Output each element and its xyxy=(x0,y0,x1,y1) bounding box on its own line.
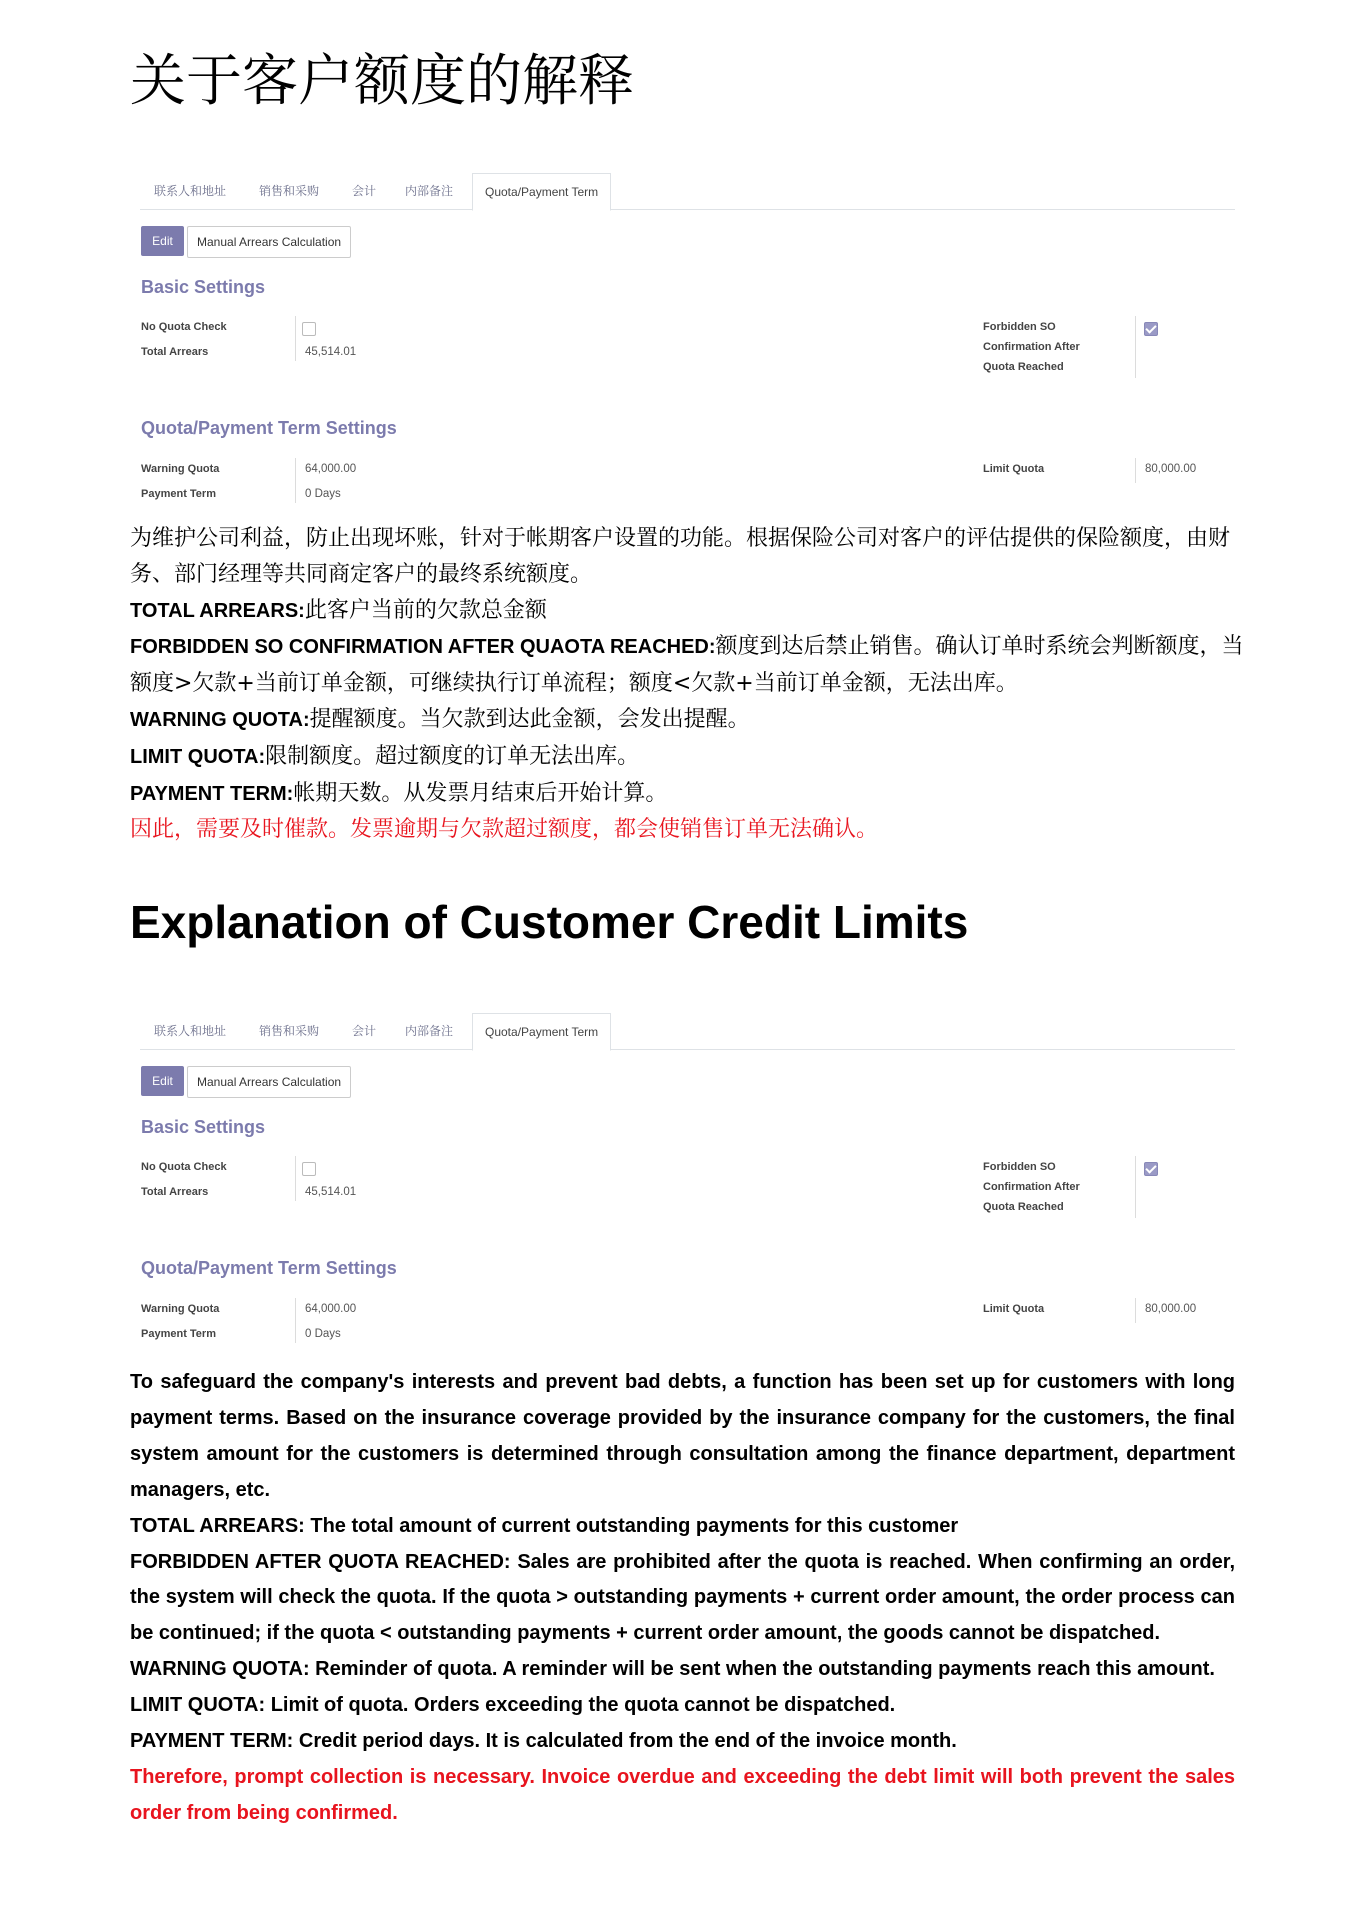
tab-quota-payment-term[interactable]: Quota/Payment Term xyxy=(472,1013,611,1051)
forbidden-label-line3: Quota Reached xyxy=(983,1201,1064,1213)
cn-payment-text: 帐期天数。从发票月结束后开始计算。 xyxy=(293,780,668,806)
payment-term-label: Payment Term xyxy=(141,1328,216,1340)
page-title-cn: 关于客户额度的解释 xyxy=(130,49,634,114)
no-quota-check-label: No Quota Check xyxy=(141,321,227,333)
no-quota-check-checkbox[interactable] xyxy=(302,1162,316,1176)
cn-total-arrears-keyword: TOTAL ARREARS: xyxy=(130,599,305,622)
cn-total-arrears xyxy=(130,593,1250,630)
total-arrears-value: 45,514.01 xyxy=(305,346,357,358)
tab-bar xyxy=(140,1013,1235,1050)
tab-sales-purchase[interactable]: 销售和采购 xyxy=(259,184,320,198)
total-arrears-label: Total Arrears xyxy=(141,1186,209,1198)
cn-payment xyxy=(130,776,1250,813)
cn-warning xyxy=(130,702,1250,739)
cn-limit-keyword: LIMIT QUOTA: xyxy=(130,745,266,768)
quota-settings-title: Quota/Payment Term Settings xyxy=(141,1258,397,1278)
warning-quota-label: Warning Quota xyxy=(141,1303,220,1315)
tab-bar xyxy=(140,173,1235,210)
tab-accounting[interactable]: 会计 xyxy=(352,184,377,198)
warning-quota-label: Warning Quota xyxy=(141,463,220,475)
en-explanation xyxy=(130,1365,1235,1832)
total-arrears-value: 45,514.01 xyxy=(305,1186,357,1198)
warning-quota-value: 64,000.00 xyxy=(305,463,357,475)
forbidden-label-line2: Confirmation After xyxy=(983,341,1080,353)
field-divider xyxy=(295,1298,296,1343)
tab-sales-purchase[interactable]: 销售和采购 xyxy=(259,1024,320,1038)
cn-forbidden xyxy=(130,629,1250,702)
no-quota-check-checkbox[interactable] xyxy=(302,322,316,336)
quota-settings-title: Quota/Payment Term Settings xyxy=(141,418,397,438)
cn-conclusion: 因此，需要及时催款。发票逾期与欠款超过额度，都会使销售订单无法确认。 xyxy=(130,817,879,843)
limit-quota-label: Limit Quota xyxy=(983,1303,1045,1315)
partner-form-screenshot xyxy=(140,173,1235,508)
cn-explanation xyxy=(130,521,1250,848)
forbidden-label-line1: Forbidden SO xyxy=(983,1161,1056,1173)
payment-term-value: 0 Days xyxy=(305,488,341,500)
manual-arrears-button[interactable]: Manual Arrears Calculation xyxy=(187,226,351,258)
tab-internal-notes[interactable]: 内部备注 xyxy=(405,184,454,198)
field-divider xyxy=(295,1156,296,1201)
field-divider xyxy=(1135,1156,1136,1218)
en-warning: WARNING QUOTA: Reminder of quota. A reminder will be sent when the outstanding payments reach this amount. xyxy=(130,1658,1215,1681)
en-conclusion: Therefore, prompt collection is necessary. Invoice overdue and exceeding the debt limit will both prevent the sales order from being confirmed. xyxy=(130,1765,1235,1824)
limit-quota-value: 80,000.00 xyxy=(1145,1303,1197,1315)
en-total-arrears: TOTAL ARREARS: The total amount of current outstanding payments for this customer xyxy=(130,1514,959,1537)
cn-limit xyxy=(130,739,1250,776)
en-limit: LIMIT QUOTA: Limit of quota. Orders exceeding the quota cannot be dispatched. xyxy=(130,1694,896,1717)
total-arrears-label: Total Arrears xyxy=(141,346,209,358)
cn-forbidden-keyword: FORBIDDEN SO CONFIRMATION AFTER QUAOTA REACHED: xyxy=(130,636,716,659)
limit-quota-label: Limit Quota xyxy=(983,463,1045,475)
en-payment: PAYMENT TERM: Credit period days. It is calculated from the end of the invoice month. xyxy=(130,1730,957,1753)
forbidden-so-checkbox[interactable] xyxy=(1144,1162,1158,1176)
forbidden-label-line3: Quota Reached xyxy=(983,361,1064,373)
forbidden-label-line1: Forbidden SO xyxy=(983,321,1056,333)
cn-intro: 为维护公司利益，防止出现坏账，针对于帐期客户设置的功能。根据保险公司对客户的评估提供的保险额度，由财务、部门经理等共同商定客户的最终系统额度。 xyxy=(130,526,1231,587)
payment-term-value: 0 Days xyxy=(305,1328,341,1340)
no-quota-check-label: No Quota Check xyxy=(141,1161,227,1173)
en-intro: To safeguard the company's interests and prevent bad debts, a function has been set up for customers with long payment terms. Based on the insurance coverage provided by the insurance company for the customers, the final system amount for the customers is determined through consultation among the finance department, department managers, etc. xyxy=(130,1371,1235,1501)
tab-quota-payment-term[interactable]: Quota/Payment Term xyxy=(472,173,611,211)
partner-form-screenshot xyxy=(140,1013,1235,1348)
manual-arrears-button[interactable]: Manual Arrears Calculation xyxy=(187,1066,351,1098)
cn-payment-keyword: PAYMENT TERM: xyxy=(130,782,294,805)
en-forbidden: FORBIDDEN AFTER QUOTA REACHED: Sales are prohibited after the quota is reached. When confirming an order, the system will check the quota. If the quota > outstanding payments + current order amount, the order process can be continued; if the quota < outstanding payments + current order amount, the goods cannot be dispatched. xyxy=(130,1550,1235,1645)
cn-forbidden-text: 额度到达后禁止销售。确认订单时系统会判断额度，当额度>欠款+当前订单金额，可继续执行订单流程；额度<欠款+当前订单金额，无法出库。 xyxy=(130,634,1244,697)
edit-button[interactable]: Edit xyxy=(141,226,184,256)
forbidden-so-checkbox[interactable] xyxy=(1144,322,1158,336)
limit-quota-value: 80,000.00 xyxy=(1145,463,1197,475)
cn-total-arrears-text: 此客户当前的欠款总金额 xyxy=(304,597,547,623)
tab-contacts[interactable]: 联系人和地址 xyxy=(154,1024,227,1038)
edit-button[interactable]: Edit xyxy=(141,1066,184,1096)
field-divider xyxy=(1135,316,1136,378)
basic-settings-title: Basic Settings xyxy=(141,1117,266,1137)
payment-term-label: Payment Term xyxy=(141,488,216,500)
field-divider xyxy=(295,316,296,361)
cn-warning-keyword: WARNING QUOTA: xyxy=(130,708,310,731)
tab-internal-notes[interactable]: 内部备注 xyxy=(405,1024,454,1038)
basic-settings-title: Basic Settings xyxy=(141,277,266,297)
cn-warning-text: 提醒额度。当欠款到达此金额，会发出提醒。 xyxy=(309,706,750,732)
field-divider xyxy=(295,458,296,503)
field-divider xyxy=(1135,458,1136,483)
warning-quota-value: 64,000.00 xyxy=(305,1303,357,1315)
cn-limit-text: 限制额度。超过额度的订单无法出库。 xyxy=(265,743,640,769)
tab-contacts[interactable]: 联系人和地址 xyxy=(154,184,227,198)
field-divider xyxy=(1135,1298,1136,1323)
forbidden-label-line2: Confirmation After xyxy=(983,1181,1080,1193)
page-title-en: Explanation of Customer Credit Limits xyxy=(130,896,969,948)
tab-accounting[interactable]: 会计 xyxy=(352,1024,377,1038)
